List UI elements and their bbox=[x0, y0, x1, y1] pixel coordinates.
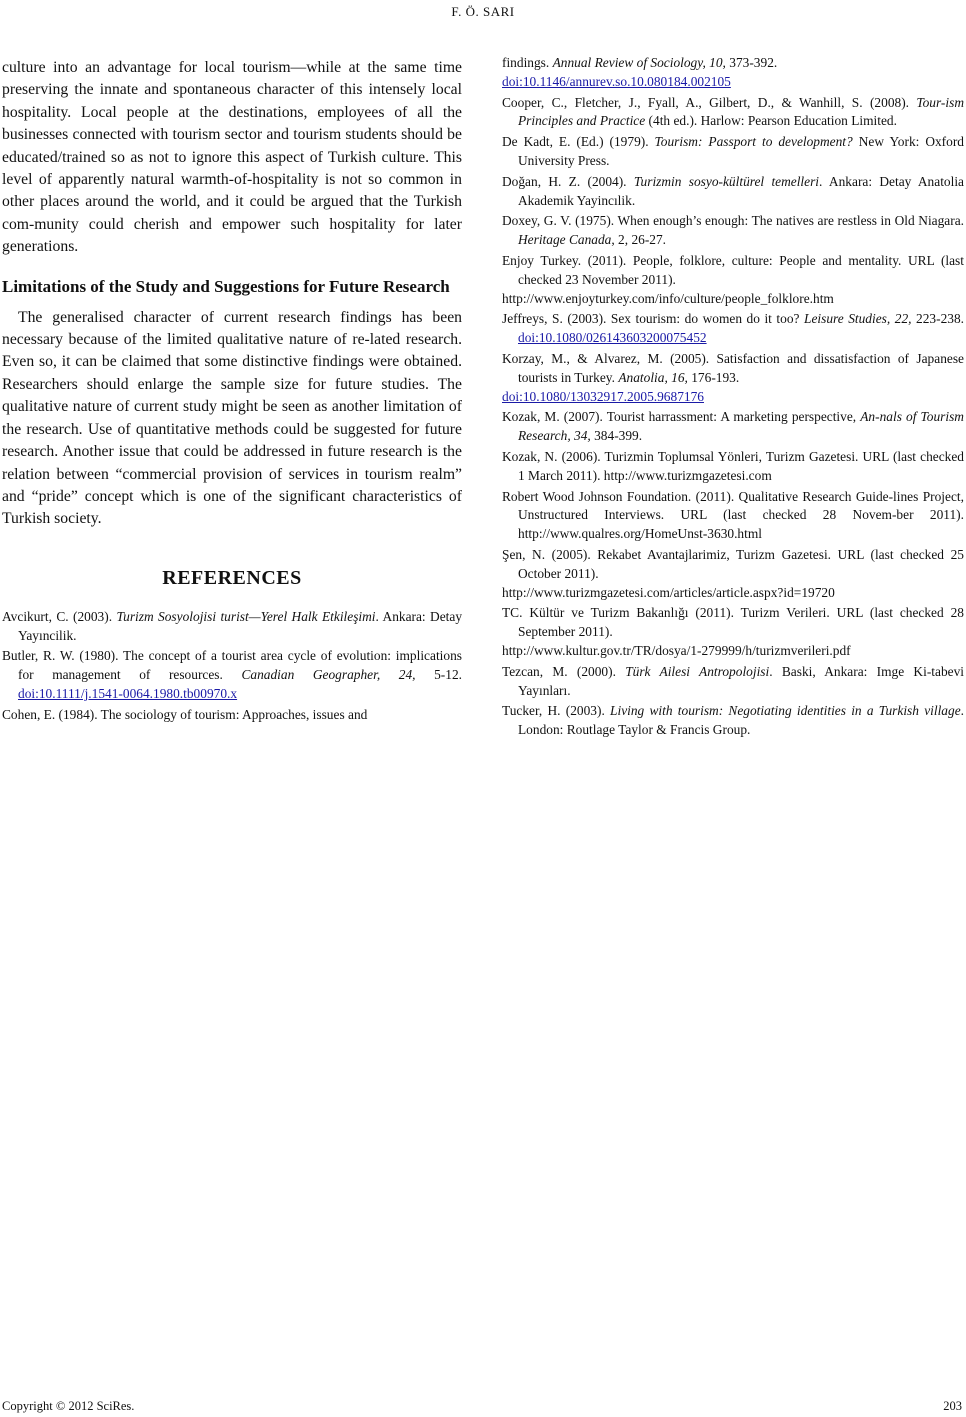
reference-tezcan: Tezcan, M. (2000). Türk Ailesi Antropolojisi. Baski, Ankara: Imge Ki-tabevi Yayınları. bbox=[502, 663, 964, 698]
doi-link[interactable]: doi:10.1080/13032917.2005.9687176 bbox=[502, 388, 704, 404]
reference-butler: Butler, R. W. (1980). The concept of a tourist area cycle of evolution: implications for management of resources. Canadian Geographer, 24, 5-12. doi:10.1111/j.1541-0064.1980.tb00970.x bbox=[2, 648, 462, 701]
reference-list-left bbox=[2, 608, 462, 725]
right-column bbox=[502, 54, 964, 742]
reference-list-right bbox=[502, 54, 964, 740]
reference-url[interactable]: http://www.enjoyturkey.com/info/culture/people_folklore.htm bbox=[502, 290, 834, 306]
doi-link[interactable]: doi:10.1146/annurev.so.10.080184.002105 bbox=[502, 73, 731, 89]
copyright-footer: Copyright © 2012 SciRes. bbox=[2, 1399, 135, 1413]
left-column bbox=[2, 57, 462, 727]
reference-kozak-m: Kozak, M. (2007). Tourist harrassment: A marketing perspective, An-nals of Tourism Research, 34, 384-399. bbox=[502, 409, 964, 444]
body-paragraph-2: The generalised character of current research findings has been necessary because of the limited qualitative nature of re-lated research. Even so, it can be claimed that some distinctive findings were obtained. Researchers should enlarge the sample size for future studies. The qualitative nature of current study might be seen as another limitation of the research. Use of quantitative methods could be suggested for future research. Another issue that could be addressed in future research is the relation between “commercial provision of services in tourism realm” and “pride” concept which is one of the significant characteristics of Turkish society. bbox=[2, 308, 462, 528]
page-number: 203 bbox=[943, 1399, 962, 1413]
reference-doxey: Doxey, G. V. (1975). When enough’s enough: The natives are restless in Old Niagara. Heritage Canada, 2, 26-27. bbox=[502, 213, 964, 248]
reference-cohen-continued: findings. Annual Review of Sociology, 10, 373-392. doi:10.1146/annurev.so.10.080184.002105 bbox=[502, 54, 964, 92]
reference-jeffreys: Jeffreys, S. (2003). Sex tourism: do women do it too? Leisure Studies, 22, 223-238. doi:10.1080/026143603200075452 bbox=[502, 311, 965, 346]
reference-cooper: Cooper, C., Fletcher, J., Fyall, A., Gilbert, D., & Wanhill, S. (2008). Tour-ism Principles and Practice (4th ed.). Harlow: Pearson Education Limited. bbox=[502, 94, 964, 129]
reference-dogan: Doğan, H. Z. (2004). Turizmin sosyo-kültürel temelleri. Ankara: Detay Anatolia Akademik Yayincılik. bbox=[502, 173, 965, 208]
reference-enjoy-turkey: Enjoy Turkey. (2011). People, folklore, culture: People and mentality. URL (last checked 23 November 2011). http://www.enjoyturkey.com/info/culture/people_folklore.htm bbox=[502, 252, 964, 308]
body-paragraph-1: culture into an advantage for local tourism—while at the same time preserving the innate and spontaneous character of this intensely local hospitality. Local people at the destinations, employees of all the businesses connected with tourism sector and tourism students should be educated/trained so as not to ignore this aspect of Turkish culture. This level of apparently natural warmth-of-hospitality is not so common in other places around the world, and it could be argued that the Turkish com-munity could cherish and empower such hospitality for later generations. bbox=[2, 59, 462, 256]
reference-cohen: Cohen, E. (1984). The sociology of tourism: Approaches, issues and bbox=[2, 706, 368, 722]
doi-link[interactable]: doi:10.1080/026143603200075452 bbox=[518, 330, 707, 346]
reference-korzay: Korzay, M., & Alvarez, M. (2005). Satisfaction and dissatisfaction of Japanese tourists in Turkey. Anatolia, 16, 176-193. doi:10.1080/13032917.2005.9687176 bbox=[502, 350, 964, 406]
reference-kozak-n: Kozak, N. (2006). Turizmin Toplumsal Yönleri, Turizm Gazetesi. URL (last checked 1 March 2011). http://www.turizmgazetesi.com bbox=[502, 448, 964, 483]
reference-url[interactable]: http://www.turizmgazetesi.com/articles/article.aspx?id=19720 bbox=[502, 584, 835, 600]
reference-dekadt: De Kadt, E. (Ed.) (1979). Tourism: Passport to development? New York: Oxford University Press. bbox=[502, 134, 964, 168]
reference-tc-kultur: TC. Kültür ve Turizm Bakanlığı (2011). Turizm Verileri. URL (last checked 28 September 2011). http://www.kultur.gov.tr/TR/dosya/1-279999/h/turizmverileri.pdf bbox=[502, 604, 964, 660]
references-heading: REFERENCES bbox=[162, 566, 302, 589]
reference-rwj-foundation: Robert Wood Johnson Foundation. (2011). Qualitative Research Guide-lines Project, Unstructured Interviews. URL (last checked 28 Novem-ber 2011). http://www.qualres.org/HomeUnst-3630.html bbox=[502, 488, 964, 542]
reference-sen: Şen, N. (2005). Rekabet Avantajlarimiz, Turizm Gazetesi. URL (last checked 25 October 2011). http://www.turizmgazetesi.com/articles/article.aspx?id=19720 bbox=[502, 546, 964, 602]
running-header: F. Ö. SARI bbox=[451, 4, 515, 19]
doi-link[interactable]: doi:10.1111/j.1541-0064.1980.tb00970.x bbox=[18, 685, 238, 701]
reference-url[interactable]: http://www.kultur.gov.tr/TR/dosya/1-279999/h/turizmverileri.pdf bbox=[502, 642, 851, 658]
reference-avcikurt: Avcikurt, C. (2003). Turizm Sosyolojisi turist—Yerel Halk Etkileşimi. Ankara: Detay Yayıncilik. bbox=[2, 608, 463, 643]
reference-tucker: Tucker, H. (2003). Living with tourism: Negotiating identities in a Turkish village. London: Routlage Taylor & Francis Group. bbox=[502, 703, 964, 738]
section-heading-limitations: Limitations of the Study and Suggestions for Future Research bbox=[2, 276, 450, 296]
